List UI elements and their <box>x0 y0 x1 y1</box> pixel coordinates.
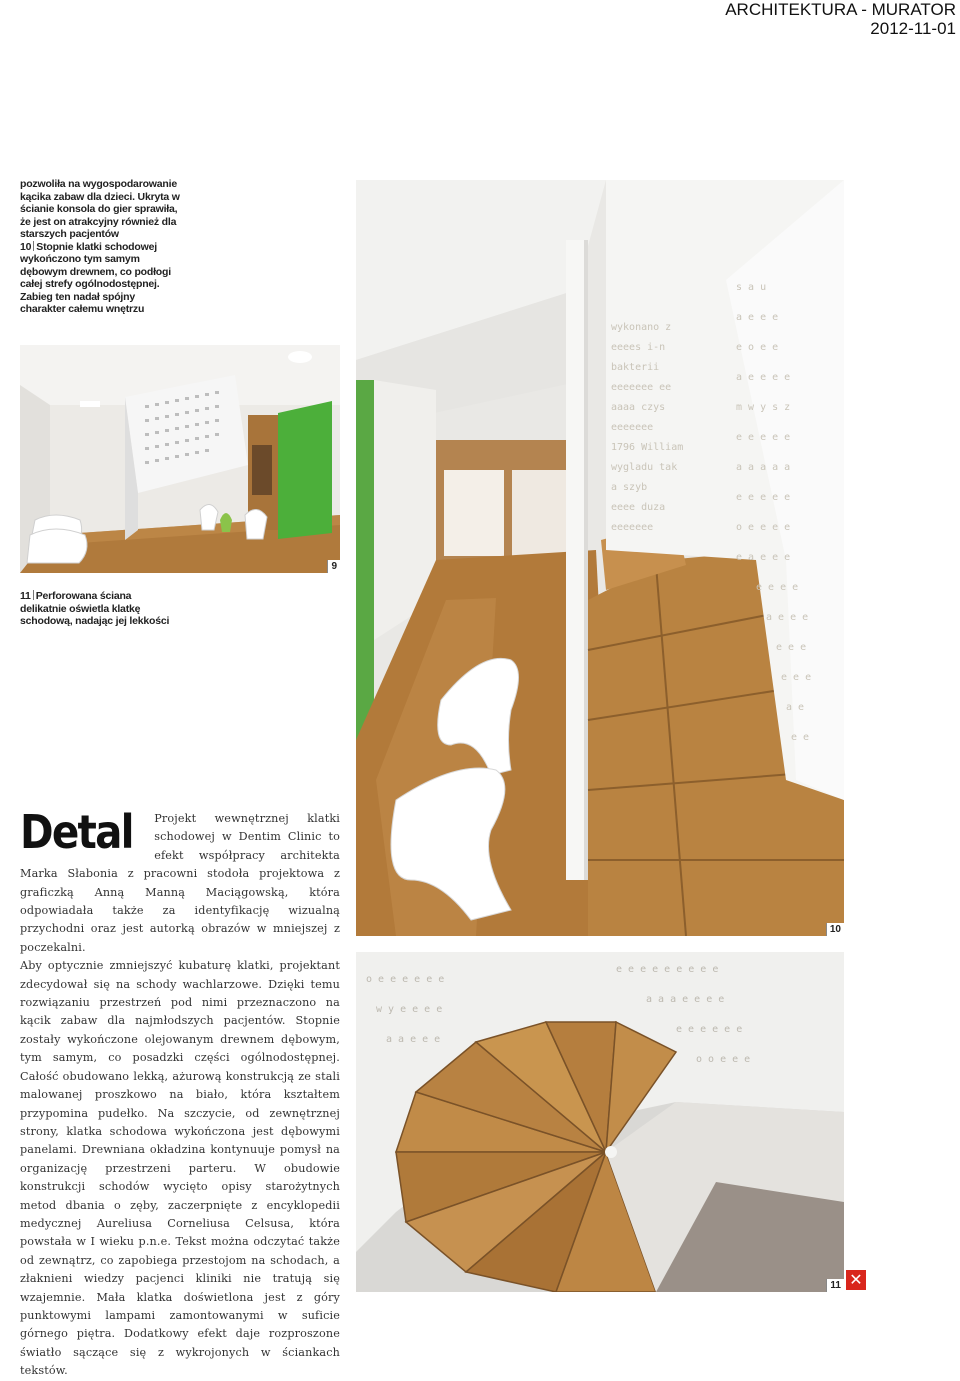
photo-11-number: 11 <box>826 1279 844 1292</box>
svg-text:a a a e e e e: a a a e e e e <box>646 994 725 1005</box>
end-of-article-mark: ✕ <box>846 1270 866 1290</box>
svg-text:eeees i-n: eeees i-n <box>611 342 666 353</box>
caption-11-number: 11 <box>20 590 31 602</box>
article-paragraph-2: Aby optycznie zmniejszyć kubaturę klatki, projektant zdecydował się na schody wachlarzowe. Dzięki temu rozwiązaniu przestrzeń pod nimi przeznaczono na kącik zabaw dla najmłodszych pacjentów. Stopnie zostały wykończone olejowanym drewnem dębowym, tym samym, co posadzki części ogólnodostępnej. Całość obudowano lekką, ażurową konstrukcją ze stali malowanej proszkowo na biało, która kształtem przypomina pudełko. Na szczycie, od zewnętrznej strony, klatka schodowa wykończona jest dębowymi panelami. Drewniana okładzina kontynuuje pomysł na organizację przestrzeni parteru. W obudowie konstrukcji schodów wycięto opisy starożytnych metod dbania o zęby, zaczerpnięte z encyklopedii medycznej Aureliusa Corneliusa Celsusa, która powstała w I wieku p.n.e. Tekst można odczytać także od zewnątrz, co zapobiega przestojom na schodach, a złaknieni wiedzy pacjenci kliniki nie tratują się wzajemnie. Mała klatka doświetlona jest z góry punktowymi lampami zamontowanymi w suficie górnego piętra. Dodatkowy efekt daje rozproszone światło sączące się z wykrojonych w ściankach tekstów. <box>20 959 340 1378</box>
article-paragraph-1-text: Projekt wewnętrznej klatki schodowej w Dentim Clinic to efekt współpracy architekta Marka Słabonia z pracowni stodoła projektowa z graficzką Anną Manną Maciągowską, która odpowiadała także za identyfikację wizualną przychodni oraz jest autorką obrazów w mniejszej z poczekalni. <box>20 812 340 954</box>
article-paragraph-1 <box>20 805 340 957</box>
article-body <box>20 805 340 1381</box>
svg-text:e o e e: e o e e <box>736 342 779 353</box>
svg-text:aaaa czys: aaaa czys <box>611 402 666 413</box>
svg-text:o e e e e: o e e e e <box>736 522 791 533</box>
svg-text:e e: e e <box>791 732 810 743</box>
svg-text:o e e e e e e: o e e e e e e <box>366 974 445 985</box>
svg-text:eeeeeee ee: eeeeeee ee <box>611 382 672 393</box>
svg-text:a a a a a: a a a a a <box>736 462 791 473</box>
svg-text:1796 William: 1796 William <box>611 442 684 453</box>
svg-text:a e: a e <box>786 702 805 713</box>
photo-9-number: 9 <box>327 560 340 573</box>
caption-11-text: Perforowana ściana delikatnie oświetla klatkę schodową, nadając jej lekkości <box>20 590 170 627</box>
svg-text:eeee duza: eeee duza <box>611 502 666 513</box>
photo-10-staircase <box>356 180 844 936</box>
svg-text:wygladu tak: wygladu tak <box>611 462 678 473</box>
article-heading: Detal <box>20 805 133 859</box>
caption-continuation <box>20 178 182 316</box>
caption-11 <box>20 590 170 628</box>
svg-text:o o e e e: o o e e e <box>696 1054 751 1065</box>
svg-text:bakterii: bakterii <box>611 362 660 373</box>
svg-text:a szyb: a szyb <box>611 482 648 493</box>
svg-text:eeeeeee: eeeeeee <box>611 522 654 533</box>
caption-continuation-text: pozwoliła na wygospodarowanie kącika zabaw dla dzieci. Ukryta w ścianie konsola do gier sprawiła, że jest on atrakcyjny również dla starszych pacjentów <box>20 178 180 240</box>
page-header <box>725 0 956 38</box>
svg-text:e e e e e e: e e e e e e <box>676 1024 743 1035</box>
svg-text:e e e: e e e <box>781 672 812 683</box>
caption-10-text: Stopnie klatki schodowej wykończono tym samym dębowym drewnem, co podłogi całej strefy ogólnodostępnej. Zabieg ten nadał spójny charakter całemu wnętrzu <box>20 240 171 315</box>
svg-text:e e e e e: e e e e e <box>736 492 791 503</box>
svg-text:a e e e e: a e e e e <box>736 372 791 383</box>
svg-text:w y e e e e: w y e e e e <box>376 1004 443 1015</box>
svg-text:e e e e: e e e e <box>756 582 799 593</box>
svg-text:e a e e e: e a e e e <box>736 552 791 563</box>
photo-9-waiting-area <box>20 345 340 573</box>
svg-text:e e e: e e e <box>776 642 807 653</box>
caption-10-number: 10 <box>20 240 32 253</box>
svg-text:wykonano z: wykonano z <box>611 322 672 333</box>
svg-text:a a e e e: a a e e e <box>386 1034 441 1045</box>
svg-text:a e e e: a e e e <box>736 312 779 323</box>
svg-text:m w y s z: m w y s z <box>736 402 791 413</box>
publication-name: ARCHITEKTURA - MURATOR <box>725 0 956 19</box>
svg-text:e e e e e e e e e: e e e e e e e e e <box>616 964 719 975</box>
svg-text:s a u: s a u <box>736 282 767 293</box>
svg-text:eeeeeee: eeeeeee <box>611 422 654 433</box>
publication-date: 2012-11-01 <box>870 19 956 38</box>
svg-text:e e e e e: e e e e e <box>736 432 791 443</box>
photo-11-spiral-stairs <box>356 952 844 1292</box>
svg-text:a e e e: a e e e <box>766 612 809 623</box>
photo-10-number: 10 <box>826 923 844 936</box>
